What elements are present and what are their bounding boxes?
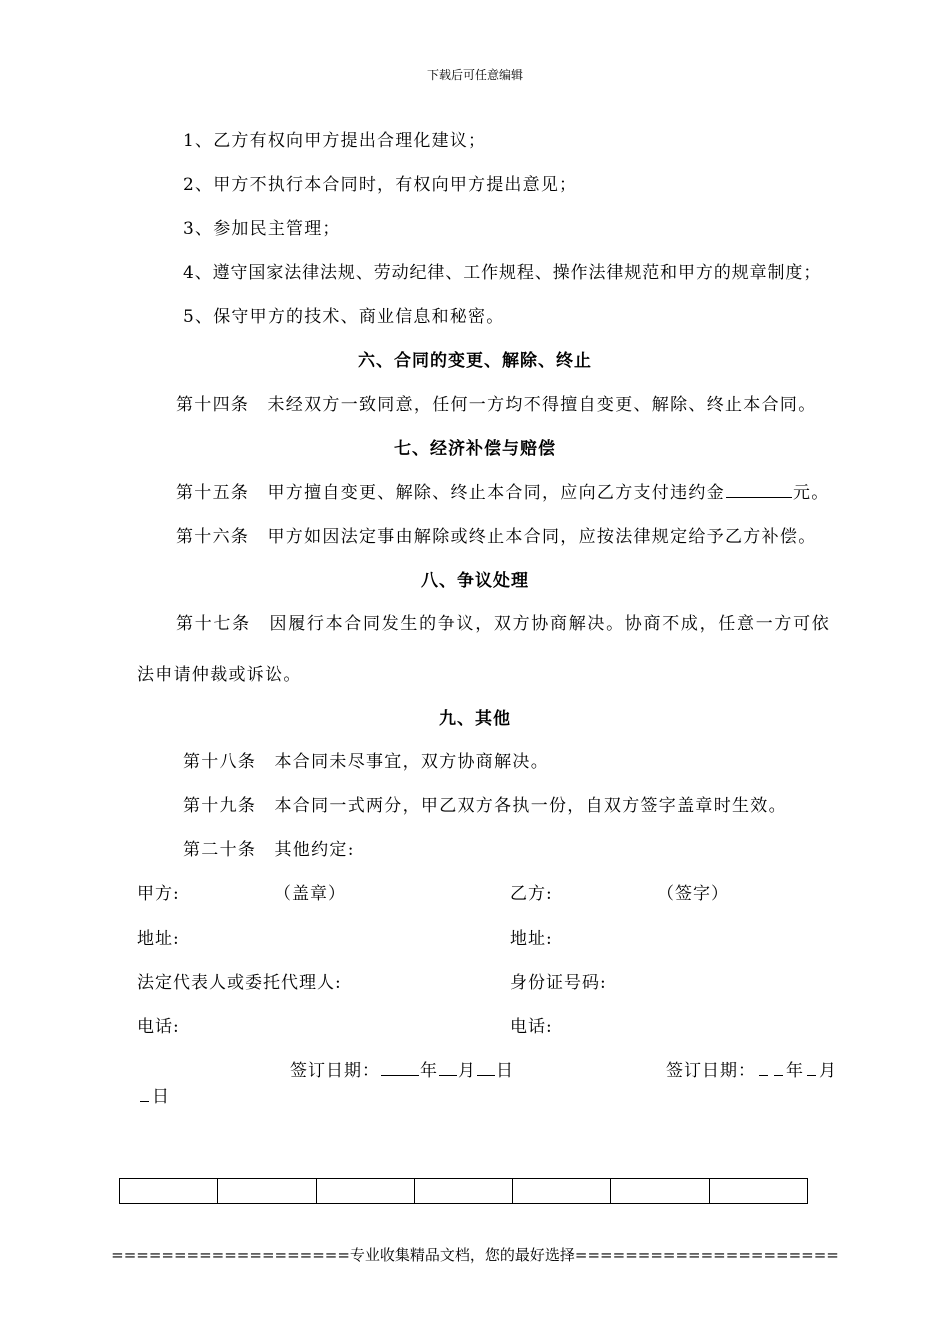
party-a-phone: 电话: <box>137 1017 180 1037</box>
signing-date-a <box>290 1056 514 1081</box>
party-b-phone: 电话: <box>510 1017 553 1037</box>
article-15 <box>176 478 830 503</box>
month-label-b: 月 <box>819 1061 837 1081</box>
day-blank-b <box>140 1100 149 1102</box>
year-blank-a <box>381 1074 419 1076</box>
signing-date-a-label: 签订日期： <box>290 1061 380 1081</box>
rights-item-5: 5、保守甲方的技术、商业信息和秘密。 <box>183 307 505 327</box>
blank-table <box>119 1178 808 1204</box>
year-label-b: 年 <box>786 1061 804 1081</box>
header-note: 下载后可任意编辑 <box>426 68 523 82</box>
month-blank-b <box>807 1074 816 1076</box>
table-cell <box>513 1179 611 1204</box>
section-9-title: 九、其他 <box>439 709 511 729</box>
representative-label: 法定代表人或委托代理人: <box>137 973 342 993</box>
rights-item-4: 4、遵守国家法律法规、劳动纪律、工作规程、操作法律规范和甲方的规章制度； <box>183 263 822 283</box>
table-cell <box>414 1179 512 1204</box>
year-label-a: 年 <box>420 1061 438 1081</box>
article-17-line-1: 第十七条 因履行本合同发生的争议，双方协商解决。协商不成，任意一方可依 <box>176 614 831 634</box>
signing-date-b-label: 签订日期： <box>666 1061 756 1081</box>
article-19: 第十九条 本合同一式两分，甲乙双方各执一份，自双方签字盖章时生效。 <box>183 796 787 816</box>
article-17-line-2: 法申请仲裁或诉讼。 <box>137 665 302 685</box>
table-cell <box>611 1179 709 1204</box>
month-blank-a <box>439 1074 457 1076</box>
party-b-sign: （签字） <box>657 884 729 904</box>
article-15-text: 第十五条 甲方擅自变更、解除、终止本合同，应向乙方支付违约金 <box>176 483 725 503</box>
table-cell <box>218 1179 316 1204</box>
signing-date-b <box>666 1056 837 1081</box>
table-row <box>120 1179 808 1204</box>
table-cell <box>316 1179 414 1204</box>
article-18: 第十八条 本合同未尽事宜，双方协商解决。 <box>183 752 549 772</box>
section-7-title: 七、经济补偿与赔偿 <box>394 439 556 459</box>
party-b-address: 地址: <box>510 929 553 949</box>
article-16: 第十六条 甲方如因法定事由解除或终止本合同，应按法律规定给予乙方补偿。 <box>176 527 817 547</box>
table-cell <box>709 1179 807 1204</box>
article-20: 第二十条 其他约定: <box>183 840 355 860</box>
table-cell <box>120 1179 218 1204</box>
section-8-title: 八、争议处理 <box>421 571 529 591</box>
rights-item-1: 1、乙方有权向甲方提出合理化建议； <box>183 131 487 151</box>
day-label-b: 日 <box>152 1087 170 1107</box>
year-blank-b-1 <box>759 1074 768 1076</box>
party-a-address: 地址: <box>137 929 180 949</box>
year-blank-b-2 <box>774 1074 783 1076</box>
article-14: 第十四条 未经双方一致同意，任何一方均不得擅自变更、解除、终止本合同。 <box>176 395 817 415</box>
signing-date-b-day <box>137 1082 170 1107</box>
footer-banner: ===================专业收集精品文档，您的最好选择===================== <box>111 1246 839 1264</box>
day-label-a: 日 <box>496 1061 514 1081</box>
party-a-label: 甲方: <box>137 884 180 904</box>
rights-item-2: 2、甲方不执行本合同时，有权向甲方提出意见； <box>183 175 578 195</box>
party-a-seal: （盖章） <box>274 884 346 904</box>
rights-item-3: 3、参加民主管理； <box>183 219 341 239</box>
day-blank-a <box>477 1074 495 1076</box>
article-15-unit: 元。 <box>793 483 830 503</box>
id-number-label: 身份证号码: <box>510 973 607 993</box>
section-6-title: 六、合同的变更、解除、终止 <box>358 351 592 371</box>
month-label-a: 月 <box>458 1061 476 1081</box>
party-b-label: 乙方: <box>510 884 553 904</box>
penalty-amount-blank <box>726 496 792 498</box>
